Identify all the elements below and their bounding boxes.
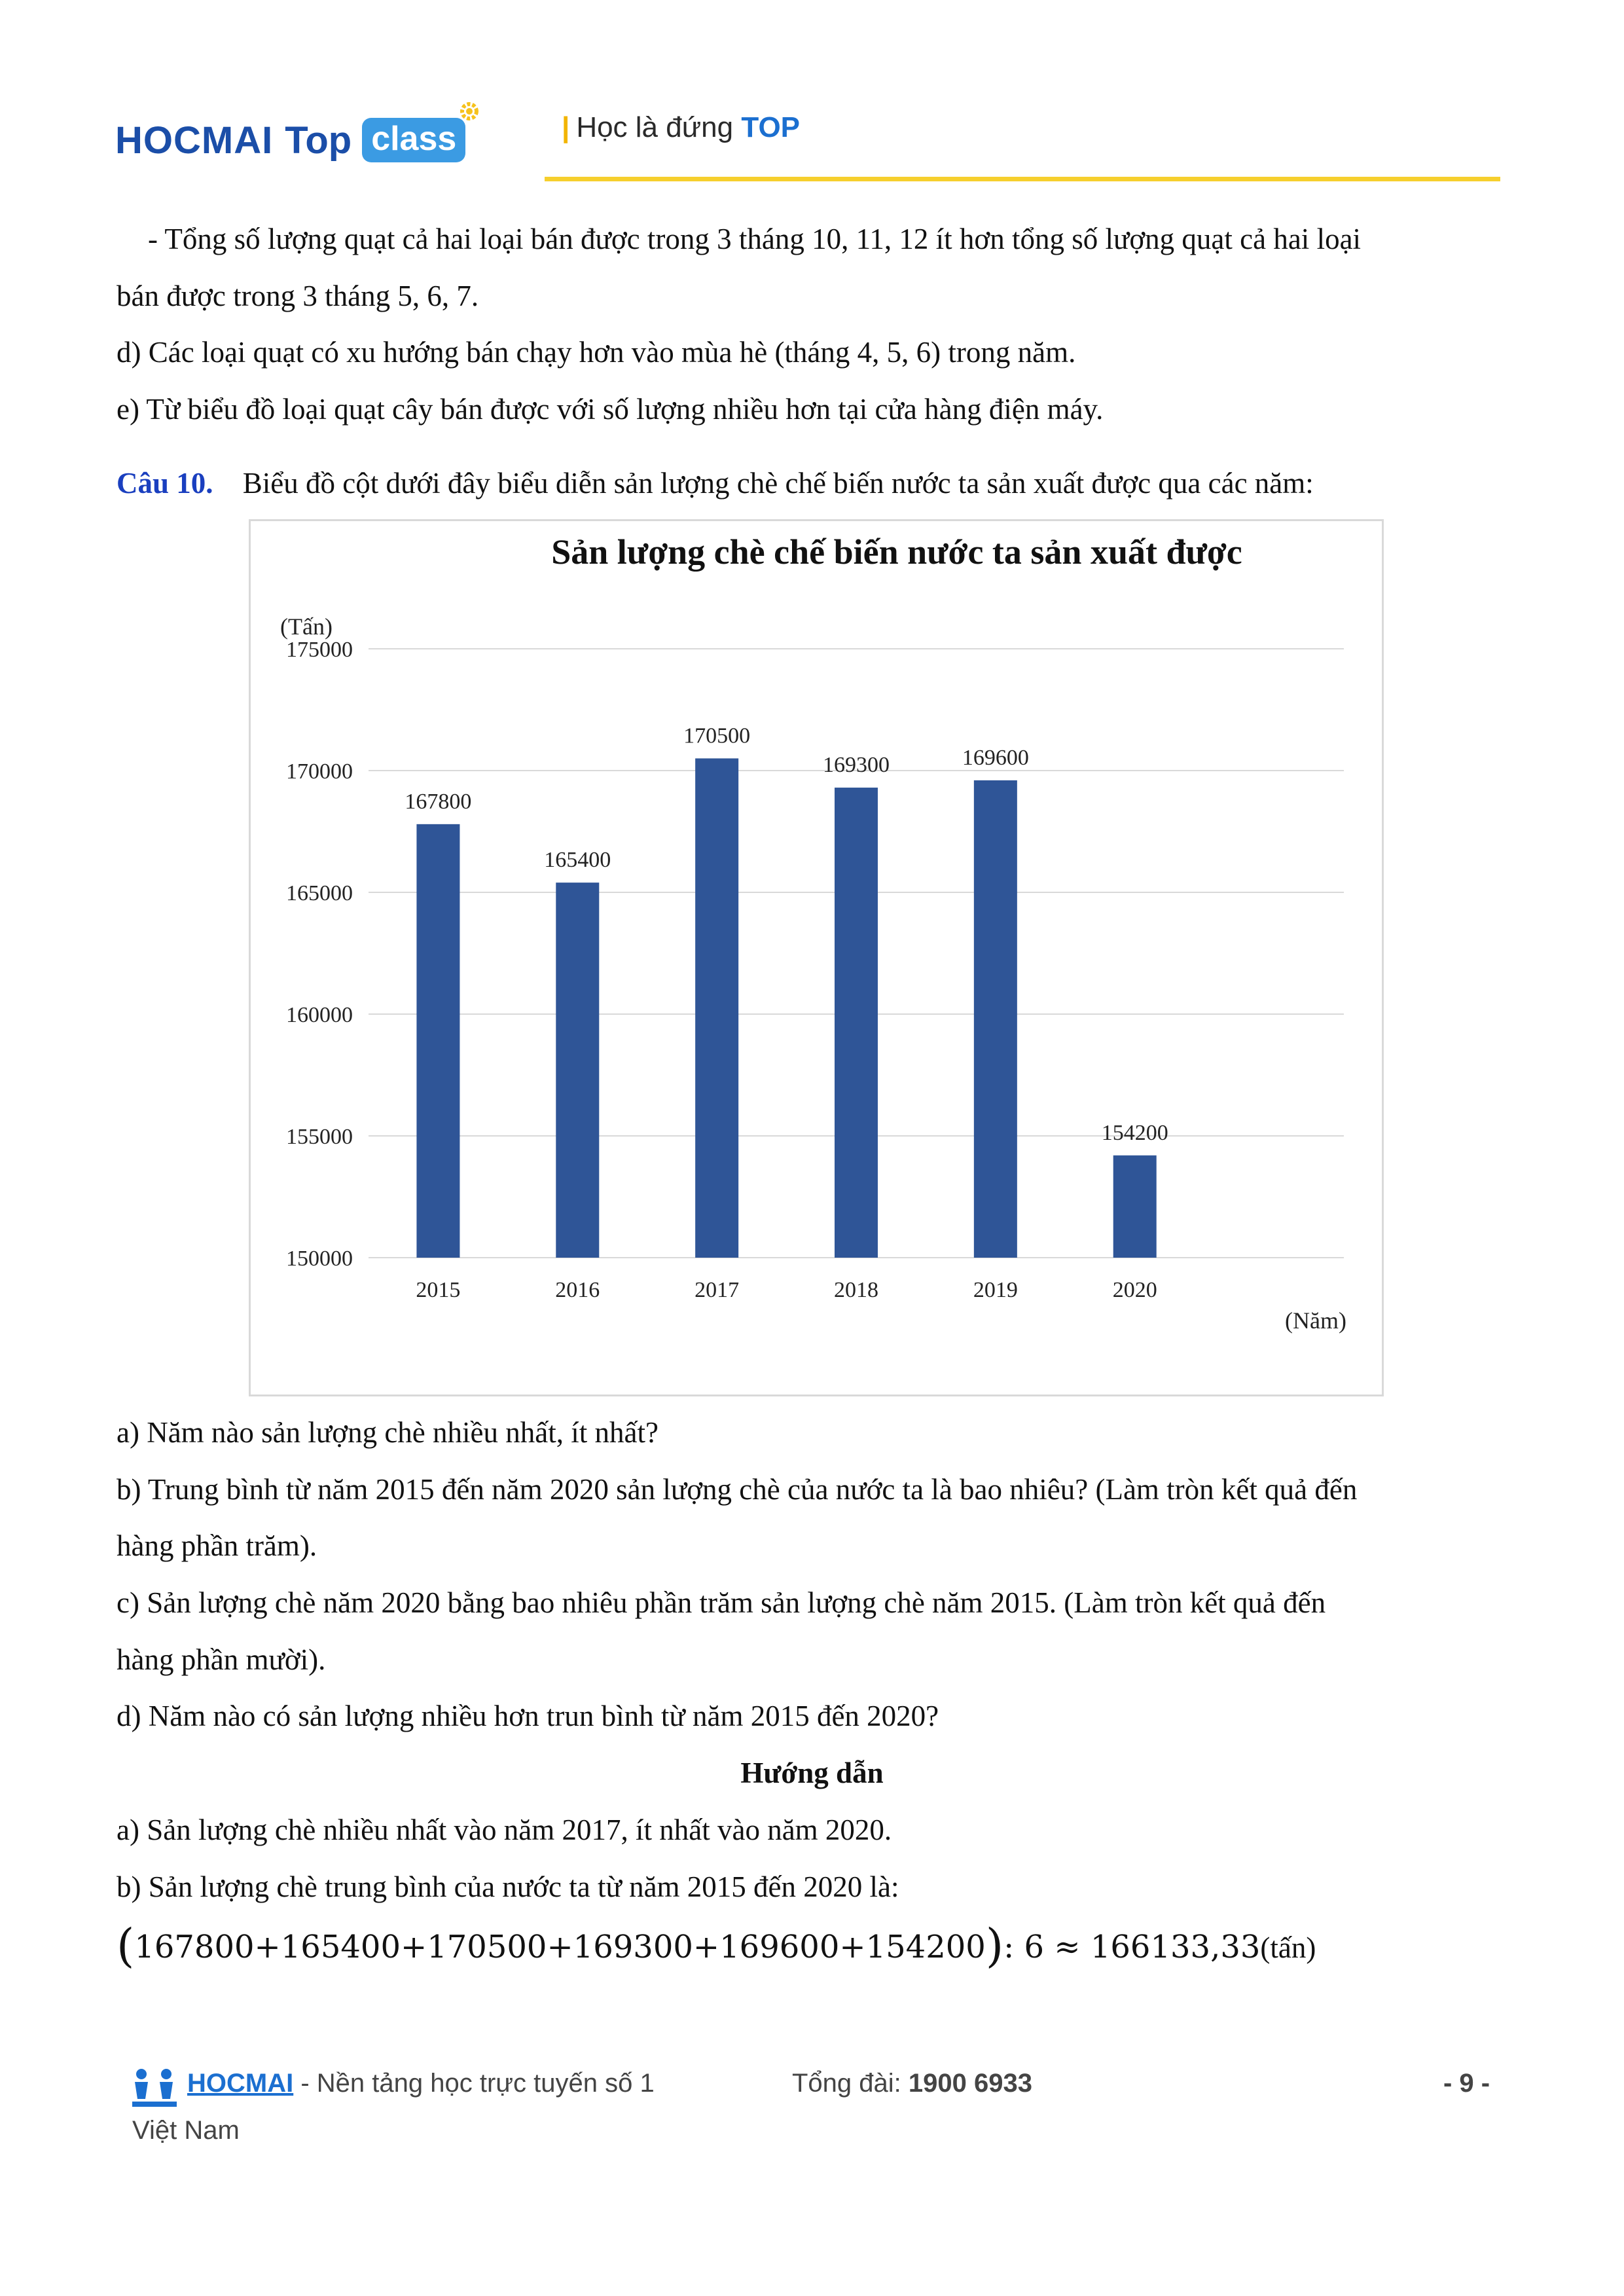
logo-hocmai-text: HOCMAI [115,118,274,162]
guide-title: Hướng dẫn [740,1757,884,1789]
x-axis-label: (Năm) [1285,1307,1346,1334]
slogan [562,111,800,144]
footer-tagline-text: - Nền tảng học trực tuyến số 1 [293,2069,655,2098]
page-number: - 9 - [1443,2069,1490,2098]
data-label-2015: 167800 [405,789,472,814]
footer-tagline-line-2: Việt Nam [132,2116,240,2145]
footer-hotline [792,2069,1032,2098]
formula-expression: 167800+165400+170500+169300+169600+154200 [134,1929,986,1965]
data-label-2016: 165400 [544,848,611,873]
formula-close-paren: ) [985,1919,1004,1973]
y-tick-label: 165000 [286,881,353,905]
bar-chart [249,519,1384,1396]
hocmai-logo-icon [130,2068,179,2109]
hotline-number: 1900 6933 [908,2069,1032,2098]
data-label-2019: 169600 [962,745,1029,770]
header-divider [545,177,1500,181]
chart-title: Sản lượng chè chế biến nước ta sản xuất được [551,532,1242,572]
data-label-2020: 154200 [1101,1120,1168,1145]
bar-2015 [416,824,460,1258]
question-b-line-2: hàng phần trăm). [117,1529,317,1562]
slogan-highlight: TOP [741,111,801,143]
footer-tagline [187,2069,655,2098]
logo-top-text: Top [285,118,352,162]
answer-b: b) Sản lượng chè trung bình của nước ta từ năm 2015 đến 2020 là: [117,1870,899,1903]
logo-class-text: class [362,118,465,162]
question-10 [117,464,1314,503]
text-line-1: - Tổng số lượng quạt cả hai loại bán được trong 3 tháng 10, 11, 12 ít hơn tổng số lượng quạt cả hai loại [148,223,1362,255]
bar-chart-svg [251,521,1386,1398]
answer-b-formula [117,1919,1316,1973]
x-tick-label-2015: 2015 [416,1278,461,1302]
bar-2018 [835,788,878,1258]
x-tick-label-2018: 2018 [834,1278,878,1302]
question-c-line-2: hàng phần mười). [117,1643,326,1676]
text-line-3: d) Các loại quạt có xu hướng bán chạy hơn vào mùa hè (tháng 4, 5, 6) trong năm. [117,336,1076,369]
y-tick-label: 150000 [286,1247,353,1271]
slogan-prefix: Học là đứng [576,111,734,143]
bar-2020 [1113,1156,1157,1258]
x-tick-label-2019: 2019 [973,1278,1018,1302]
formula-open-paren: ( [117,1919,135,1973]
logo-class-badge [362,118,465,162]
answer-a: a) Sản lượng chè nhiều nhất vào năm 2017, ít nhất vào năm 2020. [117,1813,892,1846]
question-d: d) Năm nào có sản lượng nhiều hơn trun bình từ năm 2015 đến 2020? [117,1700,939,1732]
formula-result: : 6 ≈ 166133,33 [1003,1929,1261,1965]
y-tick-label: 160000 [286,1003,353,1027]
y-tick-label: 170000 [286,759,353,784]
y-tick-label: 175000 [286,638,353,662]
question-c-line-1: c) Sản lượng chè năm 2020 bằng bao nhiêu phần trăm sản lượng chè năm 2015. (Làm tròn kết quả đến [117,1586,1326,1619]
question-10-label: Câu 10. [117,467,213,500]
x-tick-label-2020: 2020 [1112,1278,1157,1302]
data-label-2017: 170500 [683,723,751,748]
x-tick-label-2017: 2017 [695,1278,740,1302]
footer-brand-link[interactable]: HOCMAI [187,2069,294,2098]
y-axis-label: (Tấn) [280,613,333,640]
bar-2017 [695,758,738,1258]
bar-2016 [556,883,599,1258]
gear-icon [456,98,482,124]
formula-unit: (tấn) [1260,1931,1316,1964]
bars [405,723,1168,1302]
x-tick-label-2016: 2016 [555,1278,600,1302]
hotline-label: Tổng đài: [792,2069,909,2098]
text-line-2: bán được trong 3 tháng 5, 6, 7. [117,280,479,312]
bar-2019 [974,780,1017,1258]
text-line-4: e) Từ biểu đồ loại quạt cây bán được với số lượng nhiều hơn tại cửa hàng điện máy. [117,393,1104,426]
y-tick-label: 155000 [286,1125,353,1149]
data-label-2018: 169300 [823,753,890,778]
hocmai-topclass-logo [115,110,465,170]
question-a: a) Năm nào sản lượng chè nhiều nhất, ít nhất? [117,1416,659,1449]
question-10-text: Biểu đồ cột dưới đây biểu diễn sản lượng chè chế biến nước ta sản xuất được qua các năm: [242,467,1314,500]
slogan-divider: | [562,111,570,143]
question-b-line-1: b) Trung bình từ năm 2015 đến năm 2020 sản lượng chè của nước ta là bao nhiêu? (Làm tròn kết quả đến [117,1473,1358,1506]
